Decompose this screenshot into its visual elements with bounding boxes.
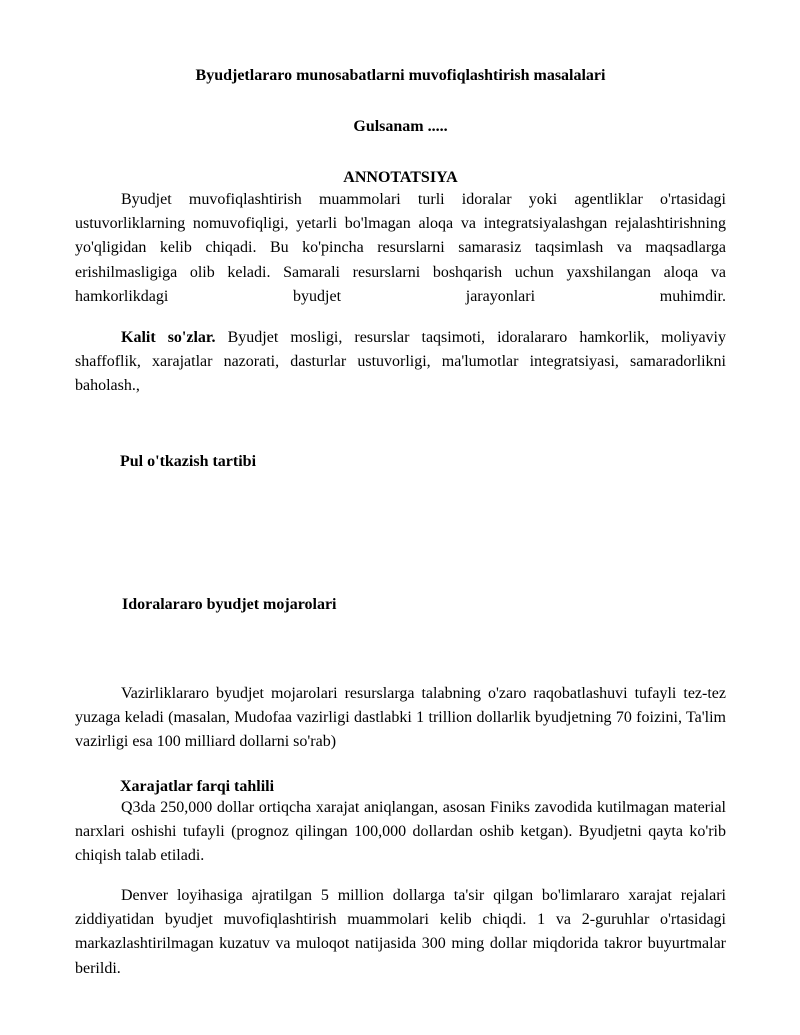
section-heading-budget-conflicts: Idoralararo byudjet mojarolari [122,596,337,613]
keywords-label: Kalit so'zlar. [121,329,216,346]
document-title: Byudjetlararo munosabatlarni muvofiqlashtirish masalalari [195,67,606,84]
author-name: Gulsanam ..... [353,118,448,135]
variance-analysis-paragraph: Q3da 250,000 dollar ortiqcha xarajat aniqlangan, asosan Finiks zavodida kutilmagan material narxlari oshishi tufayli (prognoz qilingan 100,000 dollardan oshib ketgan). Byudjetni qayta ko'rib chiqish talab etiladi. [75,799,726,865]
keywords-text: Byudjet mosligi, resurslar taqsimoti, idoralararo hamkorlik, moliyaviy shaffoflik, xarajatlar nazorati, dasturlar ustuvorligi, ma'lumotlar integratsiyasi, samaradorlikni baholash., [75,329,727,395]
section-heading-money-transfer: Pul o'tkazish tartibi [120,453,257,470]
abstract-heading: ANNOTATSIYA [343,169,458,186]
budget-conflicts-paragraph: Vazirliklararo byudjet mojarolari resurslarga talabning o'zaro raqobatlashuvi tufayli tez-tez yuzaga keladi (masalan, Mudofaa vazirligi dastlabki 1 trillion dollarlik byudjetning 70 foizini, Ta'lim vazirligi esa 100 milliard dollarni so'rab) [75,685,726,751]
section-heading-variance-analysis: Xarajatlar farqi tahlili [120,778,275,795]
keywords-paragraph [75,326,726,399]
denver-project-paragraph: Denver loyihasiga ajratilgan 5 million dollarga ta'sir qilgan bo'limlararo xarajat rejalari ziddiyatidan byudjet muvofiqlashtirish muammolari kelib chiqdi. 1 va 2-guruhlar o'rtasidagi markazlashtirilmagan kuzatuv va muloqot natijasida 300 ming dollar miqdorida takror buyurtmalar berildi. [75,887,726,977]
abstract-paragraph: Byudjet muvofiqlashtirish muammolari turli idoralar yoki agentliklar o'rtasidagi ustuvorliklarning nomuvofiqligi, yetarli bo'lmagan aloqa va integratsiyalashgan rejalashtirishning yo'qligidan kelib chiqadi. Bu ko'pincha resurslarni samarasiz taqsimlash va maqsadlarga erishilmasligiga olib keladi. Samarali resurslarni boshqarish uchun yaxshilangan aloqa va hamkorlikdagi byudjet jarayonlari muhimdir. [75,191,726,305]
